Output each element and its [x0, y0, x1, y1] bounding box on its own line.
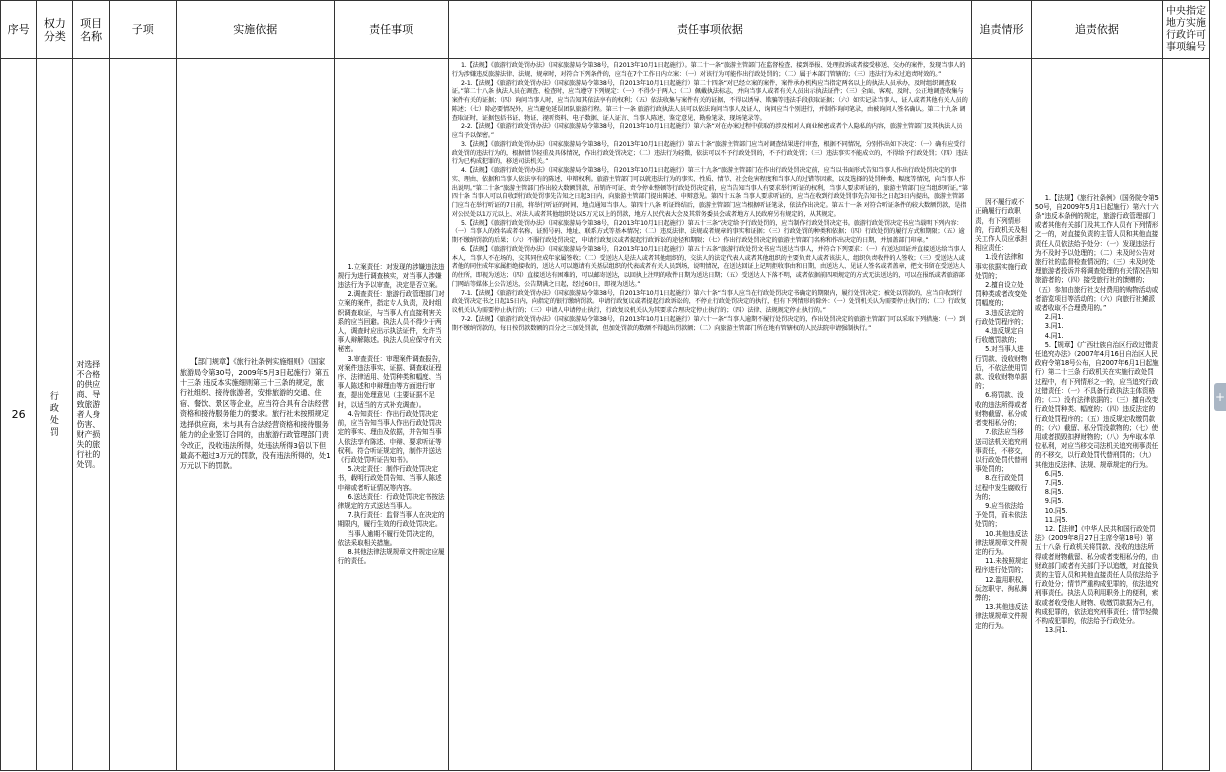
duty-item: 6.送达责任：行政处罚决定书按法律规定的方式送达当事人。	[337, 492, 445, 510]
duty-item: 7.执行责任：监督当事人在决定的期限内，履行生效的行政处罚决定。	[337, 511, 445, 529]
header-category: 权力分类	[37, 1, 73, 59]
account-situation-item: 9.应当依法给予处罚，而未依法处罚的；	[975, 501, 1028, 529]
duty-basis-item: 2-2.【法规】《旅游行政处罚办法》（国家旅游局令第38号，自2013年10月1日起施行）第六条“对在办案过程中获取的涉及相对人商业秘密或者个人隐私的内容，旅游主管部门及其执法人员应当予以保密。”	[451, 123, 963, 139]
duty-item: 5.决定责任：制作行政处罚决定书，载明行政处罚告知、当事人陈述申辩或者听证情况等内容。	[337, 465, 442, 492]
duty-basis-item: 6.【法规】《旅游行政处罚办法》（国家旅游局令第38号，自2013年10月1日起施行）第五十五条“旅游行政处罚文书应当送达当事人，并符合下列要求：（一）有送达回证并直接送达给当事人本人，当事人不在场的，交其同住成年家属签收；（二）受送达人是法人或者其他组织的，交法人的法定代表人或者其他组织的主要负责人或者该法人、组织负责收件的人签收；（三）受送达人或者他的同住成年家属拒绝接收的，送达人可以邀请有关基层组织的代表或者有关人员到场，说明情况，在送达回证上记明拒收事由和日期，由送达人、见证人签名或者盖章，把文书留在受送达人的住所，即视为送达；（四）直接送达有困难的，可以邮寄送达，以回执上注明的收件日期为送达日期；（五）受送达人下落不明，或者依据前四项规定的方式无法送达的，可以在报纸或者旅游部门网站等媒体上公告送达，公告期满之日起，经过60日，即视为送达。”	[451, 245, 966, 288]
account-basis-item: 4.同1.	[1044, 331, 1064, 340]
account-situation-item: 3.违反法定的行政处罚程序的；	[975, 308, 1028, 326]
account-situation-item: 2.擅自设立处罚种类或者改变处罚幅度的；	[975, 281, 1028, 308]
account-basis-item: 7.同5.	[1044, 478, 1064, 487]
account-situation-item: 因不履行或不正确履行行政职责，有下列情形的，行政机关及相关工作人员应承担相应责任：	[975, 198, 1028, 253]
duty-item: 8.其他法律法规规章文件规定应履行的责任。	[337, 547, 445, 566]
header-item-name: 项目名称	[73, 1, 109, 59]
account-situation-item: 11.未按照规定程序进行处罚的；	[975, 557, 1028, 575]
account-situation-item: 4.违反规定自行收缴罚款的；	[975, 327, 1024, 345]
header-central-code: 中央指定地方实施行政许可事项编号	[1163, 1, 1210, 59]
account-basis-item: 10.同5.	[1044, 506, 1068, 515]
account-situation-item: 10.其他违反法律法规规章文件规定的行为。	[975, 529, 1028, 556]
header-basis: 实施依据	[176, 1, 334, 59]
account-basis-item: 2.同1.	[1044, 313, 1064, 322]
account-basis-item: 8.同5.	[1044, 488, 1064, 497]
account-basis-cell	[1031, 59, 1162, 771]
duty-basis-item: 5.【法规】《旅游行政处罚办法》（国家旅游局令第38号，自2013年10月1日起施行）第五十三条“决定给予行政处罚的，应当制作行政处罚决定书。旅游行政处罚决定书应当载明下列内容：（一）当事人的姓名或者名称、证照号码、地址、联系方式等基本情况；（二）违反法律、法规或者规章的事实和证据；（三）行政处罚的种类和依据；（四）行政处罚的履行方式和期限；（五）逾期不缴纳罚款的后果；（六）不服行政处罚决定，申请行政复议或者提起行政诉讼的途径和期限；（七）作出行政处罚决定的旅游主管部门名称和作出决定的日期，并加盖部门印章。”	[451, 219, 965, 244]
account-basis-list	[1035, 194, 1159, 636]
category-text: 行政处罚	[49, 391, 59, 438]
item-name-text: 对选择不合格的供应商、导致旅游者人身伤害、财产损失的旅行社的处罚。	[76, 359, 101, 469]
item-name-cell	[73, 59, 109, 771]
header-account-situation: 追责情形	[972, 1, 1032, 59]
header-sub-item: 子项	[109, 1, 176, 59]
account-basis-item: 5.【规章】《广西壮族自治区行政过错责任追究办法》（2007年4月16日自治区人民政府令第18号公布，自2007年6月1日起施行）第二十三条 行政机关在实施行政处罚过程中，有下列情形之一的，应当追究行政过错责任：（一）不具备行政执法主体资格的；（二）没有法律依据的；（三）擅自改变行政处罚种类、幅度的；（四）违反法定的行政处罚程序的；（五）违反规定收缴罚款的；（六）截留、私分罚没款物的；（七）使用或者损毁扣押财物的；（八）为牟取本单位私利，对应当移交司法机关追究刑事责任的不移交，以行政处罚代替刑罚的；（九）其他违反法律、法规、规章规定的行为。	[1034, 340, 1159, 469]
table-row	[1, 59, 1210, 771]
account-basis-item: 11.同5.	[1044, 515, 1068, 524]
side-expand-tab[interactable]: +	[1214, 383, 1226, 411]
header-seq: 序号	[1, 1, 37, 59]
header-account-basis: 追责依据	[1031, 1, 1162, 59]
duty-basis-cell	[448, 59, 971, 771]
account-situation-item: 6.将罚款、没收的违法所得或者财物截留、私分或者变相私分的；	[975, 391, 1028, 428]
basis-cell	[176, 59, 334, 771]
duty-basis-item: 4.【法规】《旅游行政处罚办法》（国家旅游局令第38号，自2013年10月1日起施行）第三十九条“旅游主管部门在作出行政处罚决定前，应当以书面形式告知当事人作出行政处罚决定的事实、理由、依据和当事人依法享有的陈述、申辩权利。旅游主管部门可以就违法行为的事实、性质、情节、社会危害程度和当事人的过错等因素，以及选择的处罚种类、幅度等情况，向当事人作出说明。”第二十条“旅游主管部门作出较大数额罚款、吊销许可证、责令停业整顿等行政处罚决定前，应当告知当事人有要求举行听证的权利，当事人要求听证的，旅游主管部门应当组织听证。”第四十条 当事人可以自收到行政处罚事先告知之日起3日内，向旅游主管部门提出陈述、申辩意见。第四十五条 当事人要求听证的，应当在收到行政处罚事先告知书之日起3日内提出，旅游主管部门应当在举行听证的7日前，将举行听证的时间、地点通知当事人。第四十八条 听证终结后，旅游主管部门应当根据听证笔录，依法作出决定。第五十一条 对符合听证条件的较大数额罚款，是指对公民处以1万元以上、对法人或者其他组织处以5万元以上的罚款，地方人民代表大会及其常务委员会或者地方人民政府另有规定的，从其规定。	[451, 167, 968, 218]
account-situation-item: 8.在行政处罚过程中发生腐败行为的；	[975, 474, 1028, 501]
duty-item: 1.立案责任：对发现的涉嫌违法违规行为进行调查核实，对当事人涉嫌违法行为予以审查，决定是否立案。	[337, 262, 445, 290]
header-duty: 责任事项	[334, 1, 448, 59]
account-basis-item: 9.同5.	[1044, 497, 1064, 506]
duty-basis-item: 1.【法规】《旅游行政处罚办法》（国家旅游局令第38号，自2013年10月1日起施行）。第二十一条“旅游主管部门在监督检查、接到举报、处理投诉或者接受移送、交办的案件，发现当事人的行为涉嫌违反旅游法律、法规、规章时，对符合下列条件的，应当在7个工作日内立案：（一）对该行为可能作出行政处罚的；（二）属于本部门管辖的；（三）违法行为未过追责时效的。”	[451, 62, 966, 78]
account-situation-list	[975, 198, 1028, 631]
central-code-cell	[1163, 59, 1210, 771]
header-duty-basis: 责任事项依据	[448, 1, 971, 59]
account-situation-item: 5.对当事人进行罚款、没收财物后，不依法使用罚款、没收财物单据的；	[975, 345, 1028, 391]
account-basis-item: 13.同1.	[1044, 626, 1068, 635]
seq-cell: 26	[1, 59, 37, 771]
duty-item: 当事人逾期不履行处罚决定的，依法采取相关措施。	[337, 529, 439, 547]
duty-item: 2.调查责任：旅游行政管理部门对立案的案件，指定专人负责，及时组织调查取证，与当事人有直接利害关系的应当回避。执法人员不得少于两人，调查时应出示执法证件，允许当事人辩解陈述。执法人员应保守有关秘密。	[337, 290, 445, 354]
account-basis-item: 1.【法规】《旅行社条例》（国务院令第550号，自2009年5月1日起施行）第六十六条“违反本条例的规定，旅游行政管理部门或者其他有关部门及其工作人员有下列情形之一的，对直接负责的主管人员和其他直接责任人员依法给予处分：（一）发现违法行为不及时予以处理的；（二）未及时公告对旅行社的监督检查情况的；（三）未及时处理旅游者投诉并将调查处理的有关情况告知旅游者的；（四）接受旅行社的馈赠的；（五）参加由旅行社支付费用的购物活动或者游览项目等活动的；（六）向旅行社摊派或者收取不合理费用的。”	[1034, 193, 1159, 313]
account-basis-item: 6.同5.	[1044, 469, 1064, 478]
account-basis-item: 12.【法律】《中华人民共和国行政处罚法》（2009年8月27日主席令第18号）第五十八条 行政机关将罚款、没收的违法所得或者财物截留、私分或者变相私分的，由财政部门或者有关部门予以追缴，对直接负责的主管人员和其他直接责任人员依法给予行政处分；情节严重构成犯罪的，依法追究刑事责任。执法人员利用职务上的便利，索取或者收受他人财物、收缴罚款据为己有，构成犯罪的，依法追究刑事责任；情节轻微不构成犯罪的，依法给予行政处分。	[1034, 524, 1159, 625]
category-cell	[37, 59, 73, 771]
account-situation-item: 7.依法应当移送司法机关追究刑事责任，不移交，以行政处罚代替刑事处罚的；	[975, 428, 1028, 474]
basis-text: 【部门规章】《旅行社条例实施细则》（国家旅游局令第30号，2009年5月3日起施行）第五十三条 违反本实施细则第三十三条的规定，旅行社组织、接待旅游者，安排旅游的交通、住宿、餐饮、景区等企业，应当符合具有合法经营资格和接待服务能力的要求。旅行社未按照规定选择供应商，未与具有合法经营资格和接待服务能力的企业签订合同的，由旅游行政管理部门责令改正，没收违法所得，处违法所得3倍以下但最高不超过3万元的罚款，没有违法所得的，处1万元以下的罚款。	[179, 357, 331, 471]
account-situation-item: 13.其他违反法律法规规章文件规定的行为。	[975, 603, 1028, 630]
duty-cell	[334, 59, 448, 771]
header-row	[1, 1, 1210, 59]
account-situation-item: 12.滥用职权、玩忽职守、徇私舞弊的；	[975, 575, 1028, 602]
duty-basis-item: 3.【法规】《旅游行政处罚办法》（国家旅游局令第38号，自2013年10月1日起施行）第五十条“旅游主管部门应当对调查结果进行审查，根据不同情况，分别作出如下决定：（一）确有应受行政处罚的违法行为的，根据情节轻重及具体情况，作出行政处罚决定；（二）违法行为轻微，依法可以不予行政处罚的，不予行政处罚；（三）违法事实不能成立的，不得给予行政处罚；（四）违法行为已构成犯罪的，移送司法机关。”	[451, 140, 968, 166]
duty-basis-item: 7-1.【法规】《旅游行政处罚办法》（国家旅游局令第38号，自2013年10月1日起施行）第六十条“当事人应当在行政处罚决定书确定的期限内，履行处罚决定；被处以罚款的，应当自收到行政处罚决定书之日起15日内，向指定的银行缴纳罚款。申请行政复议或者提起行政诉讼的，不停止行政处罚决定的执行，但有下列情形的除外：（一）处罚机关认为需要停止执行的；（二）行政复议机关认为需要停止执行的；（三）申请人申请停止执行，行政复议机关认为其要求合理决定停止执行的；（四）法律、法规规定停止执行的。”	[451, 289, 967, 314]
duty-basis-item: 7-2.【法规】《旅游行政处罚办法》（国家旅游局令第38号，自2013年10月1日起施行）第六十一条“当事人逾期不履行处罚决定的，作出处罚决定的旅游主管部门可以采取下列措施：（一）到期不缴纳罚款的，每日按罚款数额的百分之三加处罚款，但加处罚款的数额不得超出罚款额；（二）向旅游主管部门所在地有管辖权的人民法院申请强制执行。”	[451, 315, 966, 332]
duty-basis-item: 2-1.【法规】《旅游行政处罚办法》（国家旅游局令第38号，自2013年10月1日起施行）第二十四条“对已经立案的案件，案件承办机构应当指定两名以上的执法人员承办，及时组织调查取证。”第二十八条 执法人员在调查、检查时，应当遵守下列规定：（一）不得少于两人；（二）佩戴执法标志，并向当事人或者有关人员出示执法证件；（三）全面、客观、及时、公正地调查收集与案件有关的证据；（四）询问当事人时，应当告知其依法享有的权利；（五）依法收集与案件有关的证据，不得以诱导、欺骗等违法手段获取证据；（六）如实记录当事人、证人或者其他有关人员的陈述；（七）除必要情况外，应当避免延误团队旅游行程。第三十一条 旅游行政执法人员可以依法询问当事人及证人，询问应当个别进行，并制作询问笔录，由被询问人签名确认。第二十九条 调查取证时，证据包括书证、物证、视听资料、电子数据、证人证言、当事人陈述、鉴定意见、勘验笔录、现场笔录等。	[451, 79, 968, 122]
account-situation-cell	[972, 59, 1032, 771]
duty-list	[338, 263, 445, 567]
duty-basis-list	[452, 60, 968, 333]
duty-item: 4.告知责任：作出行政处罚决定前，应当告知当事人作出行政处罚决定的事实、理由及依据，并告知当事人依法享有陈述、申辩、要求听证等权利。符合听证规定的，制作并送达《行政处罚听证告知书》。	[337, 409, 442, 464]
account-basis-item: 3.同1.	[1044, 322, 1064, 331]
sub-item-cell	[109, 59, 176, 771]
duty-item: 3.审查责任：审理案件调查报告，对案件违法事实、证据、调查取证程序、法律适用、处罚种类和幅度、当事人陈述和申辩理由等方面进行审查，提出处理意见（主要证据不足时，以适当的方式补充调查）。	[337, 354, 445, 409]
account-situation-item: 1.没有法律和事实依据实施行政处罚的；	[975, 253, 1028, 280]
